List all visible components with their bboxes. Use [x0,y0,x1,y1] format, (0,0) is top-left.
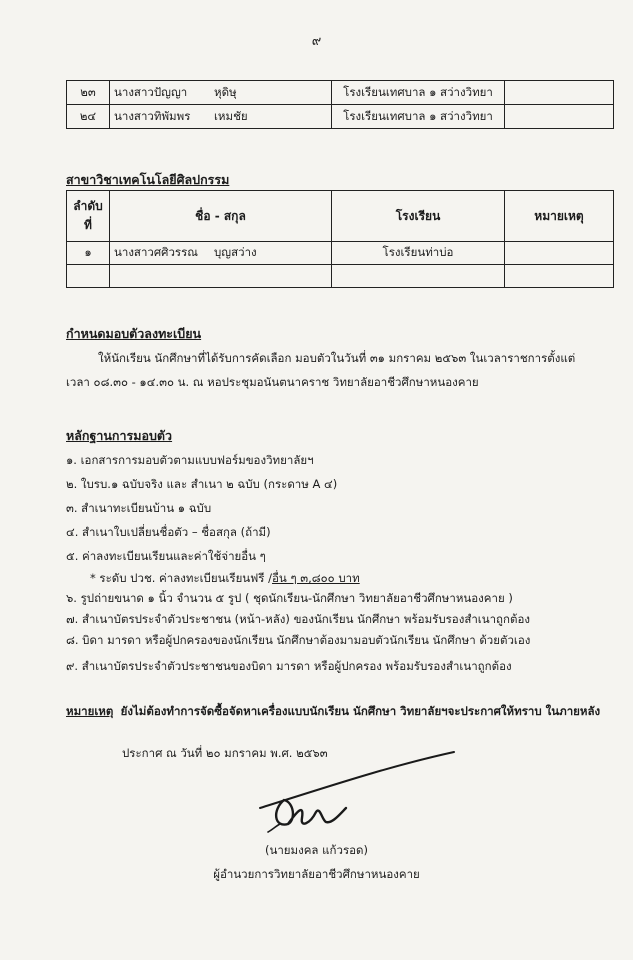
evidence-item: ๕. ค่าลงทะเบียนเรียนและค่าใช้จ่ายอื่น ๆ [66,549,266,563]
header-note: หมายเหตุ [505,191,614,242]
remark-text: ยังไม่ต้องทำการจัดซื้อจัดหาเครื่องแบบนักเรียน นักศึกษา วิทยาลัยฯจะประกาศให้ทราบ ในภายหลัง [120,704,601,718]
school-cell: โรงเรียนเทศบาล ๑ สว่างวิทยา [332,105,505,129]
fee-prefix: * ระดับ ปวช. ค่าลงทะเบียนเรียนฟรี / [90,571,273,585]
name-cell [110,81,332,105]
page-number: ๙ [311,34,322,49]
fee-note [90,570,360,588]
evidence-item: ๘. บิดา มารดา หรือผู้ปกครองของนักเรียน นักศึกษาต้องมามอบตัวนักเรียน นักศึกษา ด้วยตัวเอง [66,633,531,647]
table-header-row [67,191,614,242]
selected-students-table [66,190,614,288]
school-cell: โรงเรียนท่าบ่อ [332,242,505,265]
remark [66,703,600,721]
table-row [67,242,614,265]
evidence-item: ๔. สำเนาใบเปลี่ยนชื่อตัว – ชื่อสกุล (ถ้ามี) [66,525,271,539]
header-name: ชื่อ - สกุล [110,191,332,242]
first-name: นางสาวทิพัมพร [114,108,191,123]
header-school: โรงเรียน [332,191,505,242]
table-row-empty [67,265,614,288]
evidence-heading: หลักฐานการมอบตัว [66,428,173,443]
signer-name: (นายมงคล แก้วรอด) [264,843,368,857]
last-name: หุดิษุ [214,84,237,99]
first-name: นางสาวศศิวรรณ [114,245,198,259]
evidence-item: ๑. เอกสารการมอบตัวตามแบบฟอร์มของวิทยาลัยฯ [66,453,314,467]
last-name: เหมชัย [214,108,248,123]
note-cell [505,242,614,265]
note-cell [505,105,614,129]
fee-other: อื่น ๆ ๓,๘๐๐ บาท [272,571,360,585]
row-number: ๑ [67,242,110,265]
report-line-1: ให้นักเรียน นักศึกษาที่ได้รับการคัดเลือก มอบตัวในวันที่ ๓๑ มกราคม ๒๕๖๓ ในเวลาราชการตั้งแต่ [98,351,576,365]
note-cell [505,81,614,105]
last-name: บุญสว่าง [214,245,257,259]
section-title: สาขาวิชาเทคโนโลยีศิลปกรรม [66,172,230,187]
report-line-2: เวลา ๐๘.๓๐ - ๑๔.๓๐ น. ณ หอประชุมอนันตนาคราช วิทยาลัยอาชีวศึกษาหนองคาย [66,375,479,389]
school-cell: โรงเรียนเทศบาล ๑ สว่างวิทยา [332,81,505,105]
evidence-item: ๒. ใบรบ.๑ ฉบับจริง และ สำเนา ๒ ฉบับ (กระดาษ A ๔) [66,477,338,491]
remark-label: หมายเหตุ [66,704,114,718]
row-number: ๒๓ [67,81,110,105]
evidence-item: ๗. สำเนาบัตรประจำตัวประชาชน (หน้า-หลัง) ของนักเรียน นักศึกษา พร้อมรับรองสำเนาถูกต้อง [66,612,530,626]
name-cell [110,105,332,129]
header-no [67,191,110,242]
evidence-item: ๓. สำเนาทะเบียนบ้าน ๑ ฉบับ [66,501,212,515]
header-no-line2: ที่ [84,218,92,232]
announce-date: ประกาศ ณ วันที่ ๒๐ มกราคม พ.ศ. ๒๕๖๓ [122,746,328,760]
table-row [67,81,614,105]
continued-table [66,80,614,129]
signature-stroke [250,748,460,818]
row-number: ๒๔ [67,105,110,129]
name-cell [110,242,332,265]
signer-title: ผู้อำนวยการวิทยาลัยอาชีวศึกษาหนองคาย [213,867,420,881]
evidence-item: ๙. สำเนาบัตรประจำตัวประชาชนของบิดา มารดา หรือผู้ปกครอง พร้อมรับรองสำเนาถูกต้อง [66,659,512,673]
report-heading: กำหนดมอบตัวลงทะเบียน [66,326,202,341]
first-name: นางสาวปัญญา [114,84,188,99]
table-row [67,105,614,129]
evidence-item: ๖. รูปถ่ายขนาด ๑ นิ้ว จำนวน ๕ รูป ( ชุดนักเรียน-นักศึกษา วิทยาลัยอาชีวศึกษาหนองคาย ) [66,591,513,605]
header-no-line1: ลำดับ [73,199,103,213]
